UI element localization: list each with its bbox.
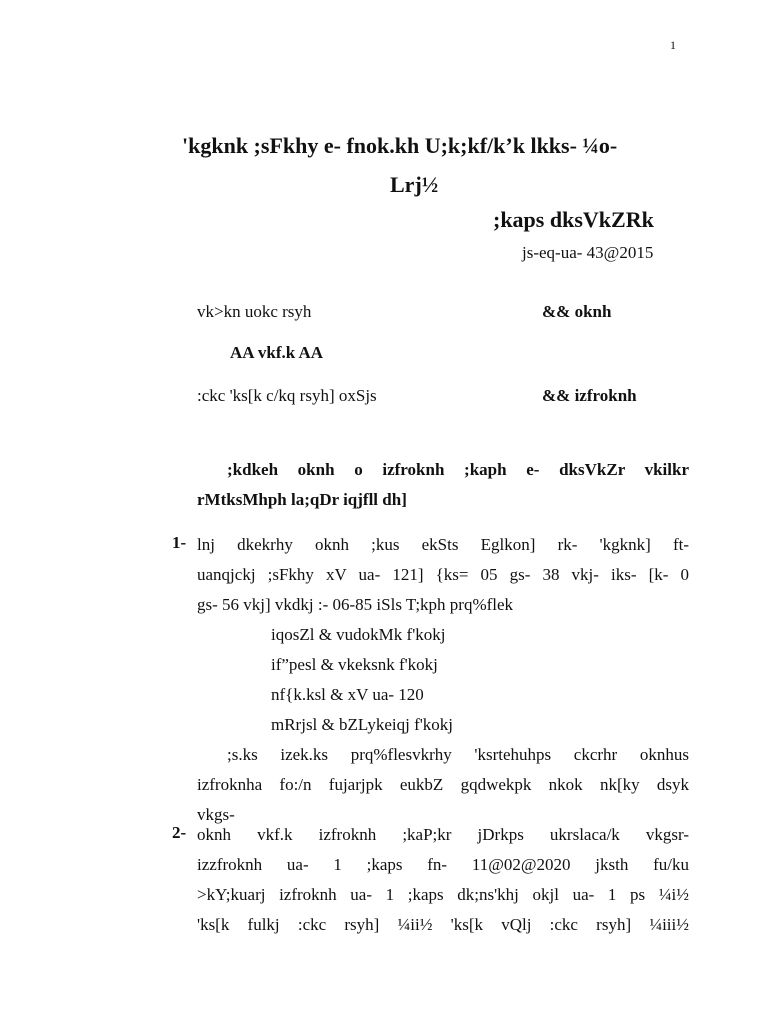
court-title-line-1: 'kgknk ;sFkhy e- fnok.kh U;k;kf/k’k lkks- ¼o- [182,133,618,158]
versus-label: AA vkf.k AA [230,343,324,362]
item-1-paragraph [197,530,689,830]
court-title-line-2: Lrj½ [390,172,439,197]
item-1-para-line: vkgs- [197,805,235,824]
item-1-line: lnj dkekrhy oknh ;kus ekSts Eglkon] rk- 'kgknk] ft- [197,535,689,554]
item-1-line: gs- 56 vkj] vkdkj :- 06-85 iSls T;kph prq%flek [197,595,514,614]
intro-paragraph [197,455,689,515]
item-2-line: 'ks[k fulkj :ckc rsyh] ¼ii½ 'ks[k vQlj :ckc rsyh] ¼iii½ [197,915,689,934]
item-1-para-line: ;s.ks izek.ks prq%flesvkrhy 'ksrtehuhps ckcrhr oknhus [227,745,689,764]
plaintiff-name: vk>kn uokc rsyh [197,302,312,321]
plaintiff-role: && oknh [542,302,612,321]
defendant-role: && izfroknh [542,386,637,405]
defendant-name: :ckc 'ks[k c/kq rsyh] oxSjs [197,386,377,405]
page-number: 1 [670,38,676,52]
item-2-line: izzfroknh ua- 1 ;kaps fn- 11@02@2020 jksth fu/ku [197,855,689,874]
boundary-north: mRrjsl & bZLykeiqj f'kokj [271,715,454,734]
case-number: js-eq-ua- 43@2015 [522,243,654,262]
boundary-south: nf{k.ksl & xV ua- 120 [271,685,424,704]
court-title-line-3: ;kaps dksVkZRk [493,207,654,232]
item-1-number: 1- [172,533,187,552]
intro-line-1: ;kdkeh oknh o izfroknh ;kaph e- dksVkZr vkilkr [227,460,689,479]
item-1-para-line: izfroknha fo:/n fujarjpk eukbZ gqdwekpk nkok nk[ky dsyk [197,775,689,794]
item-1-line: uanqjckj ;sFkhy xV ua- 121] {ks= 05 gs- 38 vkj- iks- [k- 0 [197,565,689,584]
item-2-line: >kY;kuarj izfroknh ua- 1 ;kaps dk;ns'khj okjl ua- 1 ps ¼i½ [197,885,689,904]
intro-line-2: rMtksMhph la;qDr iqjfll dh] [197,490,407,509]
item-2-line: oknh vkf.k izfroknh ;kaP;kr jDrkps ukrslaca/k vkgsr- [197,825,689,844]
item-2-number: 2- [172,823,187,842]
boundary-west: if”pesl & vkeksnk f'kokj [271,655,438,674]
boundary-east: iqosZl & vudokMk f'kokj [271,625,446,644]
item-2-paragraph [197,820,689,940]
